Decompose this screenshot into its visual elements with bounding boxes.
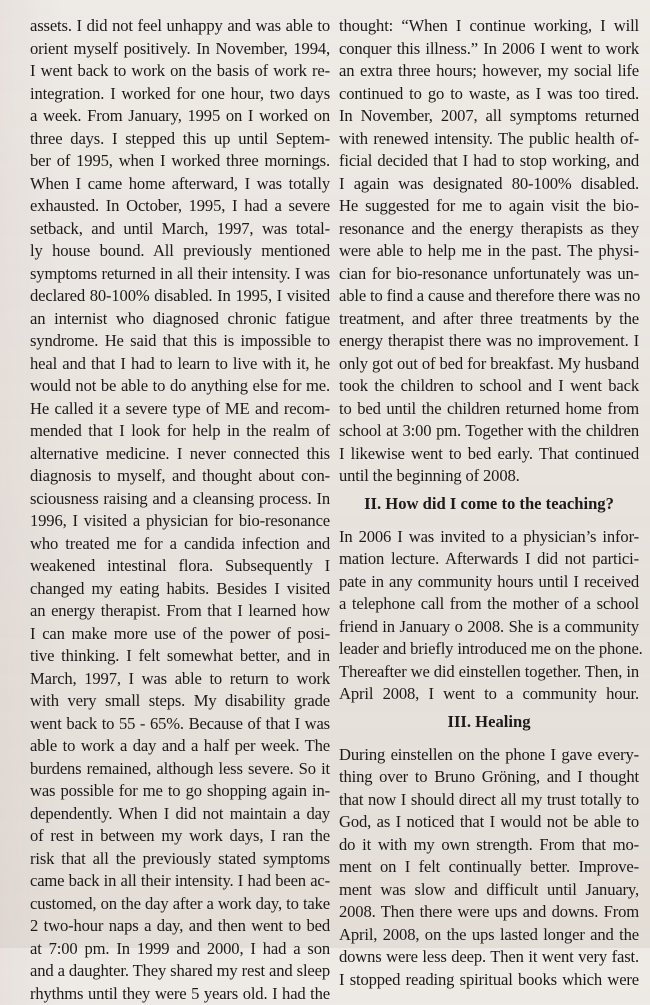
text-line: ficial decided that I had to stop working, and xyxy=(339,150,639,173)
text-line: alternative medicine. I never connected this xyxy=(30,443,330,466)
text-line: I again was designated 80-100% disabled. xyxy=(339,173,639,196)
text-line: In November, 2007, all symptoms returned xyxy=(339,105,639,128)
text-line: of rest in between my work days, I ran the xyxy=(30,825,330,848)
text-line: only got out of bed for breakfast. My husband xyxy=(339,353,639,376)
text-line: tive thinking. I felt somewhat better, and in xyxy=(30,645,330,668)
text-line: risk that all the previously stated symptoms xyxy=(30,848,330,871)
text-line: 2 two-hour naps a day, and then went to bed xyxy=(30,915,330,938)
paragraph-healing xyxy=(339,744,639,992)
text-line: resonance and the energy therapists as they xyxy=(339,218,639,241)
text-line: a week. From January, 1995 on I worked on xyxy=(30,105,330,128)
text-line: able to find a cause and therefore there was no xyxy=(339,285,639,308)
text-line: who treated me for a candida infection and xyxy=(30,533,330,556)
paragraph-teaching xyxy=(339,526,639,706)
text-line: pate in any community hours until I received xyxy=(339,571,639,594)
text-line: April, 2008, on the ups lasted longer and the xyxy=(339,924,639,947)
text-line: sciousness raising and a cleansing process. In xyxy=(30,488,330,511)
text-line: diagnosis to myself, and thought about con- xyxy=(30,465,330,488)
text-line: an internist who diagnosed chronic fatigue xyxy=(30,308,330,331)
text-line: In 2006 I was invited to a physician’s infor- xyxy=(339,526,639,549)
text-line: I went back to work on the basis of work re- xyxy=(30,60,330,83)
text-line: integration. I worked for one hour, two days xyxy=(30,83,330,106)
left-column xyxy=(30,15,330,1005)
text-line: were able to help me in the past. The physi- xyxy=(339,240,639,263)
text-line: dependently. When I did not maintain a day xyxy=(30,803,330,826)
text-line: went back to 55 - 65%. Because of that I was xyxy=(30,713,330,736)
text-line: setback, and until March, 1997, was total- xyxy=(30,218,330,241)
text-line: was possible for me to go shopping again in- xyxy=(30,780,330,803)
text-line: assets. I did not feel unhappy and was able to xyxy=(30,15,330,38)
text-line: treatment, and after three treatments by the xyxy=(339,308,639,331)
text-line: God, as I noticed that I would not be able to xyxy=(339,811,639,834)
text-line: heal and that I had to learn to live with it, he xyxy=(30,353,330,376)
text-line: symptoms returned in all their intensity. I was xyxy=(30,263,330,286)
text-line: rhythms until they were 5 years old. I had the xyxy=(30,983,330,1005)
text-line: 2008. Then there were ups and downs. From xyxy=(339,901,639,924)
text-line: with renewed intensity. The public health of- xyxy=(339,128,639,151)
text-line: changed my eating habits. Besides I visited xyxy=(30,578,330,601)
text-line: and a daughter. They shared my rest and sleep xyxy=(30,960,330,983)
text-line: thought: “When I continue working, I will xyxy=(339,15,639,38)
text-line: energy therapist there was no improvement. I xyxy=(339,330,639,353)
text-line: able to work a day and a half per week. The xyxy=(30,735,330,758)
text-line: burdens remained, although less severe. So it xyxy=(30,758,330,781)
text-line: 1996, I visited a physician for bio-resonance xyxy=(30,510,330,533)
text-line: ment was slow and difficult until January, xyxy=(339,879,639,902)
text-line: syndrome. He said that this is impossible to xyxy=(30,330,330,353)
section-heading-healing: III. Healing xyxy=(339,710,639,734)
text-line: I likewise went to bed early. That continued xyxy=(339,443,639,466)
text-line: ber of 1995, when I worked three mornings. xyxy=(30,150,330,173)
text-line: leader and briefly introduced me on the phone. xyxy=(339,638,639,661)
text-line: at 7:00 pm. In 1999 and 2000, I had a son xyxy=(30,938,330,961)
text-line: Thereafter we did einstellen together. Then, in xyxy=(339,661,639,684)
text-line: cian for bio-resonance unfortunately was un- xyxy=(339,263,639,286)
text-line: He called it a severe type of ME and recom- xyxy=(30,398,330,421)
text-line: thing over to Bruno Gröning, and I thought xyxy=(339,766,639,789)
text-line: to bed until the children returned home from xyxy=(339,398,639,421)
text-line: I can make more use of the power of posi- xyxy=(30,623,330,646)
text-line: During einstellen on the phone I gave every- xyxy=(339,744,639,767)
text-line: a telephone call from the mother of a school xyxy=(339,593,639,616)
section-heading-teaching: II. How did I come to the teaching? xyxy=(339,492,639,516)
text-line: do it with my own strength. From that mo- xyxy=(339,834,639,857)
text-line: When I came home afterward, I was totally xyxy=(30,173,330,196)
text-line: until the beginning of 2008. xyxy=(339,465,639,488)
text-line: with very small steps. My disability grade xyxy=(30,690,330,713)
text-line: took the children to school and I went back xyxy=(339,375,639,398)
text-line: would not be able to do anything else for me. xyxy=(30,375,330,398)
text-line: an extra three hours; however, my social life xyxy=(339,60,639,83)
text-line: orient myself positively. In November, 1994, xyxy=(30,38,330,61)
text-line: conquer this illness.” In 2006 I went to work xyxy=(339,38,639,61)
text-line: came back in all their intensity. I had been ac- xyxy=(30,870,330,893)
text-line: April 2008, I went to a community hour. xyxy=(339,683,639,706)
text-line: mation lecture. Afterwards I did not partici- xyxy=(339,548,639,571)
paragraph-continued xyxy=(339,15,639,488)
text-line: I stopped reading spiritual books which were xyxy=(339,969,639,992)
text-line: March, 1997, I was able to return to work xyxy=(30,668,330,691)
text-line: friend in January o 2008. She is a community xyxy=(339,616,639,639)
text-line: downs were less deep. Then it went very fast. xyxy=(339,946,639,969)
right-column xyxy=(339,15,639,991)
text-line: He suggested for me to again visit the bio- xyxy=(339,195,639,218)
text-line: school at 3:00 pm. Together with the children xyxy=(339,420,639,443)
text-line: that now I should direct all my trust totally to xyxy=(339,789,639,812)
text-line: exhausted. In October, 1995, I had a severe xyxy=(30,195,330,218)
text-line: mended that I look for help in the realm of xyxy=(30,420,330,443)
text-line: weakened intestinal flora. Subsequently I xyxy=(30,555,330,578)
text-line: an energy therapist. From that I learned how xyxy=(30,600,330,623)
text-line: three days. I stepped this up until Septem- xyxy=(30,128,330,151)
text-line: customed, on the day after a work day, to take xyxy=(30,893,330,916)
text-line: declared 80-100% disabled. In 1995, I visited xyxy=(30,285,330,308)
text-line: continued to go to waste, as I was too tired. xyxy=(339,83,639,106)
text-line: ment on I felt continually better. Improve- xyxy=(339,856,639,879)
text-line: ly house bound. All previously mentioned xyxy=(30,240,330,263)
